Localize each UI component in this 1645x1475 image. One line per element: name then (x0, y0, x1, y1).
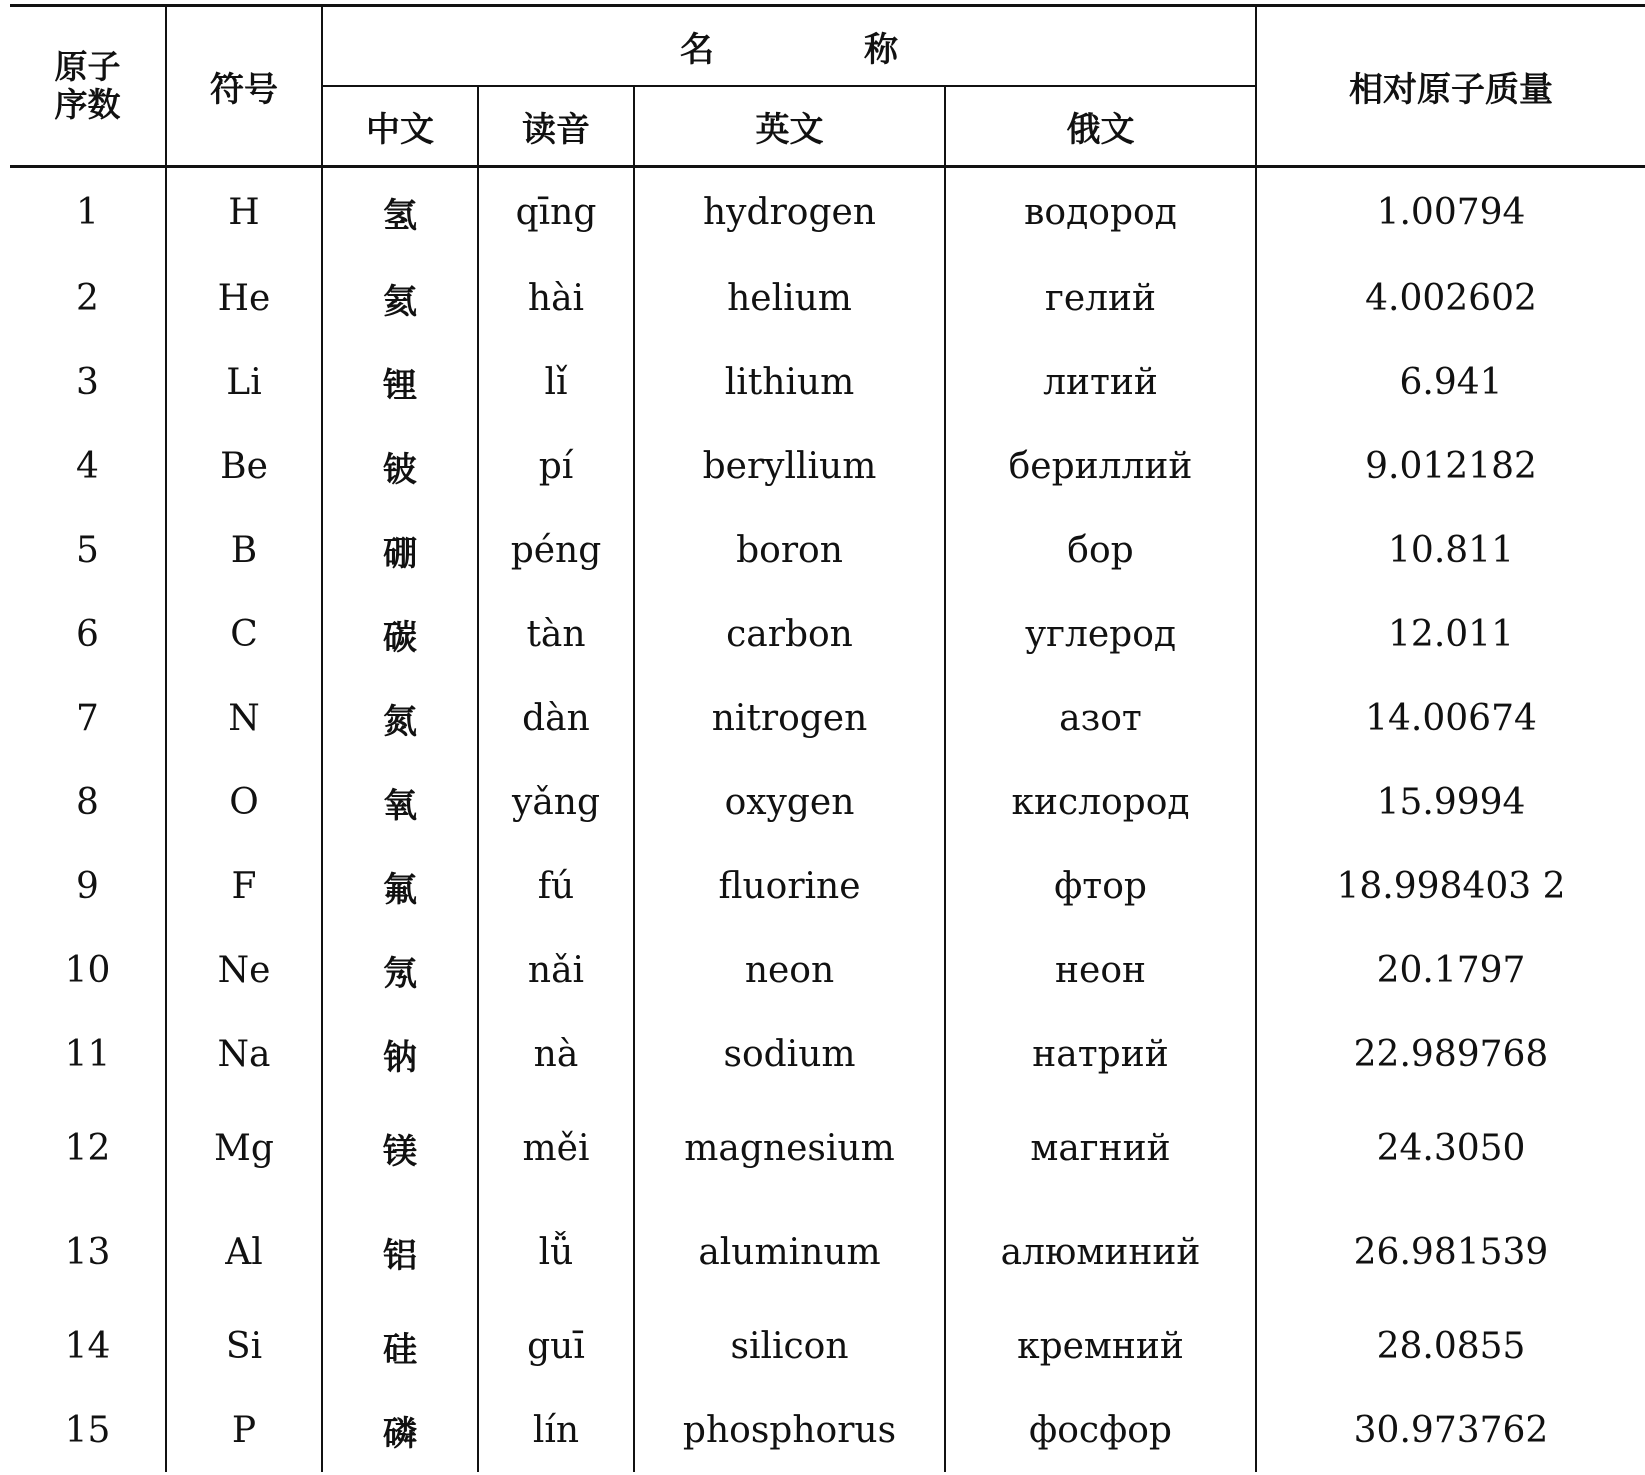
cell-russian-name: магний (945, 1096, 1256, 1200)
cell-russian-name: бериллий (945, 424, 1256, 508)
cell-chinese-name: 氮 (322, 676, 478, 760)
cell-english-name: helium (634, 256, 945, 340)
cell-russian-name: неон (945, 928, 1256, 1012)
cell-english-name: oxygen (634, 760, 945, 844)
table-row (10, 167, 1645, 257)
table-row (10, 256, 1645, 340)
table-header (10, 6, 1645, 167)
cell-atomic-number: 14 (10, 1304, 166, 1388)
header-atomic-number (10, 6, 166, 167)
cell-pinyin: qīng (478, 167, 634, 257)
table-row (10, 1304, 1645, 1388)
cell-russian-name: азот (945, 676, 1256, 760)
cell-relative-atomic-mass: 10.811 (1388, 529, 1514, 571)
cell-pinyin: lǐ (478, 340, 634, 424)
cell-english-name: neon (634, 928, 945, 1012)
cell-relative-atomic-mass: 26.981539 (1353, 1231, 1549, 1273)
cell-atomic-number: 8 (10, 760, 166, 844)
cell-pinyin: fú (478, 844, 634, 928)
cell-russian-name: кремний (945, 1304, 1256, 1388)
header-pronunciation: 读音 (478, 86, 634, 167)
table-row (10, 340, 1645, 424)
cell-symbol: He (166, 256, 322, 340)
cell-russian-name: натрий (945, 1012, 1256, 1096)
header-name-group (322, 6, 1256, 87)
table-row (10, 1388, 1645, 1472)
cell-relative-atomic-mass: 14.00674 (1365, 697, 1537, 739)
cell-pinyin: nà (478, 1012, 634, 1096)
cell-russian-name: бор (945, 508, 1256, 592)
table-row (10, 1096, 1645, 1200)
cell-chinese-name: 硅 (322, 1304, 478, 1388)
cell-english-name: magnesium (634, 1096, 945, 1200)
cell-relative-atomic-mass: 1.00794 (1376, 191, 1526, 233)
cell-relative-atomic-mass: 22.989768 (1353, 1033, 1549, 1075)
cell-atomic-number: 6 (10, 592, 166, 676)
cell-english-name: phosphorus (634, 1388, 945, 1472)
cell-relative-atomic-mass: 30.973762 (1353, 1409, 1549, 1451)
header-name-group-left: 名 (680, 29, 714, 70)
cell-relative-atomic-mass: 15.9994 (1376, 781, 1526, 823)
cell-symbol: Be (166, 424, 322, 508)
cell-english-name: beryllium (634, 424, 945, 508)
cell-atomic-number: 12 (10, 1096, 166, 1200)
cell-russian-name: кислород (945, 760, 1256, 844)
cell-relative-atomic-mass: 18.998403 2 (1336, 865, 1566, 907)
cell-relative-atomic-mass: 24.3050 (1376, 1127, 1526, 1169)
cell-atomic-number: 4 (10, 424, 166, 508)
cell-chinese-name: 镁 (322, 1096, 478, 1200)
cell-english-name: boron (634, 508, 945, 592)
cell-pinyin: nǎi (478, 928, 634, 1012)
cell-atomic-number: 7 (10, 676, 166, 760)
cell-symbol: F (166, 844, 322, 928)
header-name-group-right: 称 (864, 29, 898, 70)
cell-pinyin: měi (478, 1096, 634, 1200)
cell-symbol: P (166, 1388, 322, 1472)
header-russian: 俄文 (945, 86, 1256, 167)
table-body (10, 167, 1645, 1473)
cell-pinyin: lín (478, 1388, 634, 1472)
cell-english-name: fluorine (634, 844, 945, 928)
cell-english-name: aluminum (634, 1200, 945, 1304)
table-row (10, 1200, 1645, 1304)
cell-pinyin: yǎng (478, 760, 634, 844)
cell-pinyin: guī (478, 1304, 634, 1388)
cell-chinese-name: 氦 (322, 256, 478, 340)
header-english: 英文 (634, 86, 945, 167)
cell-chinese-name: 氖 (322, 928, 478, 1012)
cell-english-name: lithium (634, 340, 945, 424)
cell-chinese-name: 磷 (322, 1388, 478, 1472)
cell-symbol: H (166, 167, 322, 257)
cell-pinyin: dàn (478, 676, 634, 760)
cell-pinyin: pí (478, 424, 634, 508)
cell-symbol: B (166, 508, 322, 592)
table-row (10, 844, 1645, 928)
cell-atomic-number: 1 (10, 167, 166, 257)
header-symbol: 符号 (166, 6, 322, 167)
cell-russian-name: фтор (945, 844, 1256, 928)
cell-symbol: Na (166, 1012, 322, 1096)
cell-russian-name: фосфор (945, 1388, 1256, 1472)
cell-atomic-number: 2 (10, 256, 166, 340)
cell-pinyin: lǚ (478, 1200, 634, 1304)
cell-atomic-number: 13 (10, 1200, 166, 1304)
cell-relative-atomic-mass: 12.011 (1388, 613, 1514, 655)
cell-russian-name: углерод (945, 592, 1256, 676)
cell-atomic-number: 5 (10, 508, 166, 592)
header-atomic-number-line1: 原子 (54, 47, 121, 86)
cell-english-name: sodium (634, 1012, 945, 1096)
cell-chinese-name: 氧 (322, 760, 478, 844)
cell-pinyin: hài (478, 256, 634, 340)
table-row (10, 592, 1645, 676)
cell-relative-atomic-mass: 6.941 (1399, 361, 1503, 403)
cell-symbol: N (166, 676, 322, 760)
table-row (10, 1012, 1645, 1096)
cell-pinyin: tàn (478, 592, 634, 676)
cell-symbol: Al (166, 1200, 322, 1304)
cell-chinese-name: 硼 (322, 508, 478, 592)
cell-chinese-name: 碳 (322, 592, 478, 676)
cell-english-name: silicon (634, 1304, 945, 1388)
cell-russian-name: литий (945, 340, 1256, 424)
header-relative-atomic-mass: 相对原子质量 (1256, 6, 1645, 167)
cell-symbol: C (166, 592, 322, 676)
cell-chinese-name: 氟 (322, 844, 478, 928)
cell-atomic-number: 10 (10, 928, 166, 1012)
table-row (10, 508, 1645, 592)
cell-relative-atomic-mass: 4.002602 (1365, 277, 1537, 319)
cell-atomic-number: 11 (10, 1012, 166, 1096)
table-row (10, 424, 1645, 508)
cell-symbol: Mg (166, 1096, 322, 1200)
cell-pinyin: péng (478, 508, 634, 592)
cell-relative-atomic-mass: 9.012182 (1365, 445, 1537, 487)
cell-chinese-name: 铝 (322, 1200, 478, 1304)
cell-symbol: Li (166, 340, 322, 424)
cell-russian-name: алюминий (945, 1200, 1256, 1304)
element-table (10, 4, 1645, 1472)
table-row (10, 928, 1645, 1012)
cell-atomic-number: 3 (10, 340, 166, 424)
cell-atomic-number: 15 (10, 1388, 166, 1472)
cell-relative-atomic-mass: 20.1797 (1376, 949, 1526, 991)
cell-symbol: Si (166, 1304, 322, 1388)
cell-russian-name: водород (945, 167, 1256, 257)
cell-english-name: nitrogen (634, 676, 945, 760)
cell-symbol: Ne (166, 928, 322, 1012)
cell-english-name: carbon (634, 592, 945, 676)
cell-chinese-name: 铍 (322, 424, 478, 508)
cell-symbol: O (166, 760, 322, 844)
cell-russian-name: гелий (945, 256, 1256, 340)
table-row (10, 760, 1645, 844)
cell-english-name: hydrogen (634, 167, 945, 257)
cell-chinese-name: 钠 (322, 1012, 478, 1096)
cell-chinese-name: 氢 (322, 167, 478, 257)
cell-chinese-name: 锂 (322, 340, 478, 424)
table-row (10, 676, 1645, 760)
cell-atomic-number: 9 (10, 844, 166, 928)
header-atomic-number-line2: 序数 (54, 85, 121, 124)
header-chinese: 中文 (322, 86, 478, 167)
cell-relative-atomic-mass: 28.0855 (1376, 1325, 1526, 1367)
